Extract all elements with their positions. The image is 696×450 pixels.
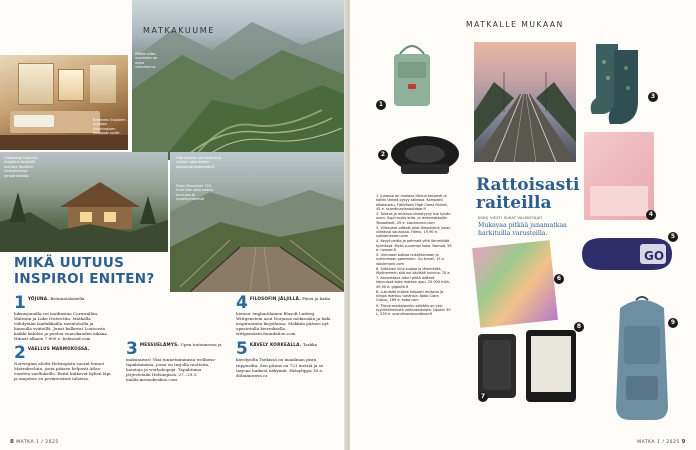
mountain-caption: Pitkän Altai-vuoriston on upea vaikutelma.: [135, 52, 158, 70]
right-headline-line1: Rattoisasti: [476, 175, 580, 195]
product-desc-7: 7. Kannettava laturi pitää laitteet käynnissä koko matkan ajan. 20 000 mAh, 49,90 e. gigantti.fi: [376, 276, 451, 289]
marker-1: 1: [376, 100, 386, 110]
shoulder-bag-illustration: [386, 40, 438, 112]
article-col-3: [236, 293, 336, 378]
article-item-2: [14, 342, 112, 381]
right-section-title: MATKALLE MUKAAN: [466, 20, 564, 29]
product-power-bank: [478, 334, 516, 398]
bridge-illustration: [170, 152, 346, 292]
marker-5: 5: [668, 232, 678, 242]
marker-6: 6: [554, 274, 564, 284]
item-lead: YÖJUNA.: [27, 296, 50, 301]
marker-8: 8: [574, 322, 584, 332]
product-socks: [588, 44, 648, 128]
article-item-1: [14, 293, 112, 342]
article-item-5: [236, 339, 336, 378]
product-blanket: [584, 132, 654, 220]
byline: KOKO VIESTI SUKAT VALMISTAJAT: [478, 216, 543, 220]
left-section-title: MATKAKUUME: [143, 26, 215, 35]
sleep-mask-illustration: [578, 232, 676, 276]
marker-4: 4: [646, 210, 656, 220]
railway-illustration: [474, 42, 576, 162]
lodge-caption: Glamping huipulla, majoitus keskellä luontoa Nordicin rauhallisessa ympäristössä.: [4, 156, 38, 178]
left-folio-text: MATKA 1 / 2025: [16, 440, 59, 445]
right-subtitle: Mukavaa pitkää junamatkaa harkituilla varusteilla.: [478, 222, 567, 237]
left-folio-number: 8: [10, 439, 15, 445]
product-desc-4: 4. Kevyt peitto ja pehmeä viltti lämmittää kylmässä. Myös suurempi koko. Nomad, 59 e. nomad.fi: [376, 239, 452, 252]
right-folio: [637, 439, 686, 445]
mountain-illustration: [132, 0, 346, 160]
marker-2: 2: [378, 150, 388, 160]
product-desc-3: 3. Villasukat pitävät jalat lämpöisinä junan viileässä vaunussa. Hilmu, 19,90 e. sukkamestari.com: [376, 225, 451, 239]
product-neck-pillow: [386, 130, 464, 182]
item-text: Norwegian aloitti Helsingistä suorat lennot Marrakechiin, josta pääsee helposti Atlas-vuorten vaelluksille. Reitit kulkevat kylien läpi ja majoitus on perinteisissä taloissa.: [14, 360, 111, 381]
article-col-1: [14, 293, 112, 381]
right-folio-text: MATKA 1 / 2025: [637, 440, 680, 445]
item-lead: VAELLUS MARMOKOSSA.: [27, 345, 90, 351]
product-list: [376, 194, 452, 317]
neck-pillow-illustration: [386, 130, 464, 182]
product-desc-5: 5. Unimaski auttaa nukahtamaan ja nukkumaan paremmin. Go travel, 15 e. stockmann.com: [376, 253, 445, 266]
item-text: Britannialaisella luksusjunalla voi matkustaa Cornwalliin, Walesiin ja Lake Districtiin. Matkalla viihdytään laadukkailla ravintoloilla ja hienoilla sviiteillä. Junat kulkevat Lontoosta kaikki kahden ja puolen vuorokauden aikana. Hinnat alkaen 7 800 e. belmond.com: [14, 296, 109, 342]
item-number: 5: [236, 339, 248, 360]
left-folio: [10, 439, 59, 445]
right-headline-line2: raiteilla: [476, 193, 552, 213]
product-backpack: [606, 296, 678, 424]
article-col-2: [126, 296, 224, 382]
product-desc-8: 8. Lukulaite kulkee helposti mukana ja kirjoja mahtuu tuhansia. Kobo Clara Colour, 169 e. kobo.com: [376, 289, 444, 303]
svg-text:GO: GO: [644, 249, 665, 263]
item-lead: MESSUELÄMYS.: [139, 342, 180, 347]
right-headline: [476, 176, 580, 212]
bridge-bottom-caption: Doini Mountain 725-metrinen silta osana kuuluisa jo vuosikymmeniä: [176, 184, 213, 202]
item-lead: KÄVELY KORKEALLA.: [249, 342, 302, 348]
product-e-reader: [526, 330, 576, 402]
item-number: 1: [14, 293, 26, 313]
item-text: Tarkka kävelysilta Tsekissä on maailman pisin riippusilta. Sen pituus on 721 metriä ja se tarjoaa huikeat näkymät. Pääsylippu 16 e. dolnimorava.cz: [236, 342, 324, 378]
hotel-caption: Britannic Explorer -junassa ylivoimaisen mukavat sviitit.: [93, 118, 128, 136]
product-desc-1: 1. Junassa on mukava liikkua kevyesti ja kaikki tärkeä pysyy tallessa. Kompakti olkalaukku, Fjällräven High Coast Pocket, 45 e. scandinavianoutdoor.fi: [376, 194, 448, 211]
product-desc-2: 2. Tukeva ja mukava niskatyyny tuo hyvän unen. Sopii myös auto- ja lentomatkoille. Yövaatteet, 25 e. stockmann.com: [376, 211, 451, 225]
article-item-3: [126, 339, 224, 383]
railway-photo: [474, 42, 576, 162]
item-lead: FILOSOFIN JÄLJILLÄ.: [249, 296, 301, 301]
product-desc-6: 6. Silkkinen liina suojaa ja lämmittää. Myöhemmin sitä voi käyttää huivina. 70 e.: [376, 266, 451, 276]
product-silk-scarf: [472, 240, 558, 328]
item-number: 4: [236, 293, 248, 313]
hotel-interior-photo: [0, 55, 128, 150]
mountain-photo: [132, 0, 346, 160]
right-page: [350, 0, 696, 450]
bridge-top-caption: Olla toiveen perinnönä ja uuteen ajatukseen palvelujärjestelmänä.: [176, 156, 222, 169]
marker-7: 7: [478, 392, 488, 402]
product-sleep-mask: [578, 232, 676, 276]
product-shoulder-bag: [386, 40, 438, 112]
product-desc-9: 9. Tilava matkalaukku selkään on yksi tyylikkäimmistä vaihtoehdoista. Deuter 30 L, 239 e. scandinavianoutdoor.fi: [376, 303, 451, 317]
left-page: [0, 0, 346, 450]
headline-line2: INSPIROI ENITEN?: [14, 271, 155, 287]
marker-3: 3: [648, 92, 658, 102]
item-text: Päivä ja kaksi hienoa: englantilainen filosofi Ludwig Wittgenstein asui Norjassa mökissään ja haki inspiraatiota kirjoihinsa. Mökkiin pääsee nyt opastetulla kierroksella. wittgenstein.foundation.com: [236, 296, 331, 337]
left-headline: [14, 255, 174, 287]
socks-illustration: [588, 44, 648, 128]
item-number: 2: [14, 342, 26, 363]
marker-9: 9: [668, 318, 678, 328]
article-item-4: [236, 293, 336, 337]
backpack-illustration: [606, 296, 678, 424]
right-folio-number: 9: [681, 439, 686, 445]
item-text: Upea tuotemessu ja makutaivas! Yksi tunnetuimmista wellness-tapahtumista, jossa on tarjolla tuotteita, luentoja ja workshopeja. Tapahtuma järjestetään Helsingissä. 27.–29.3. mailis.messukeskus.com: [126, 342, 222, 383]
headline-line1: MIKÄ UUTUUS: [14, 255, 125, 271]
item-number: 3: [126, 339, 138, 359]
bridge-photo: [170, 152, 346, 292]
